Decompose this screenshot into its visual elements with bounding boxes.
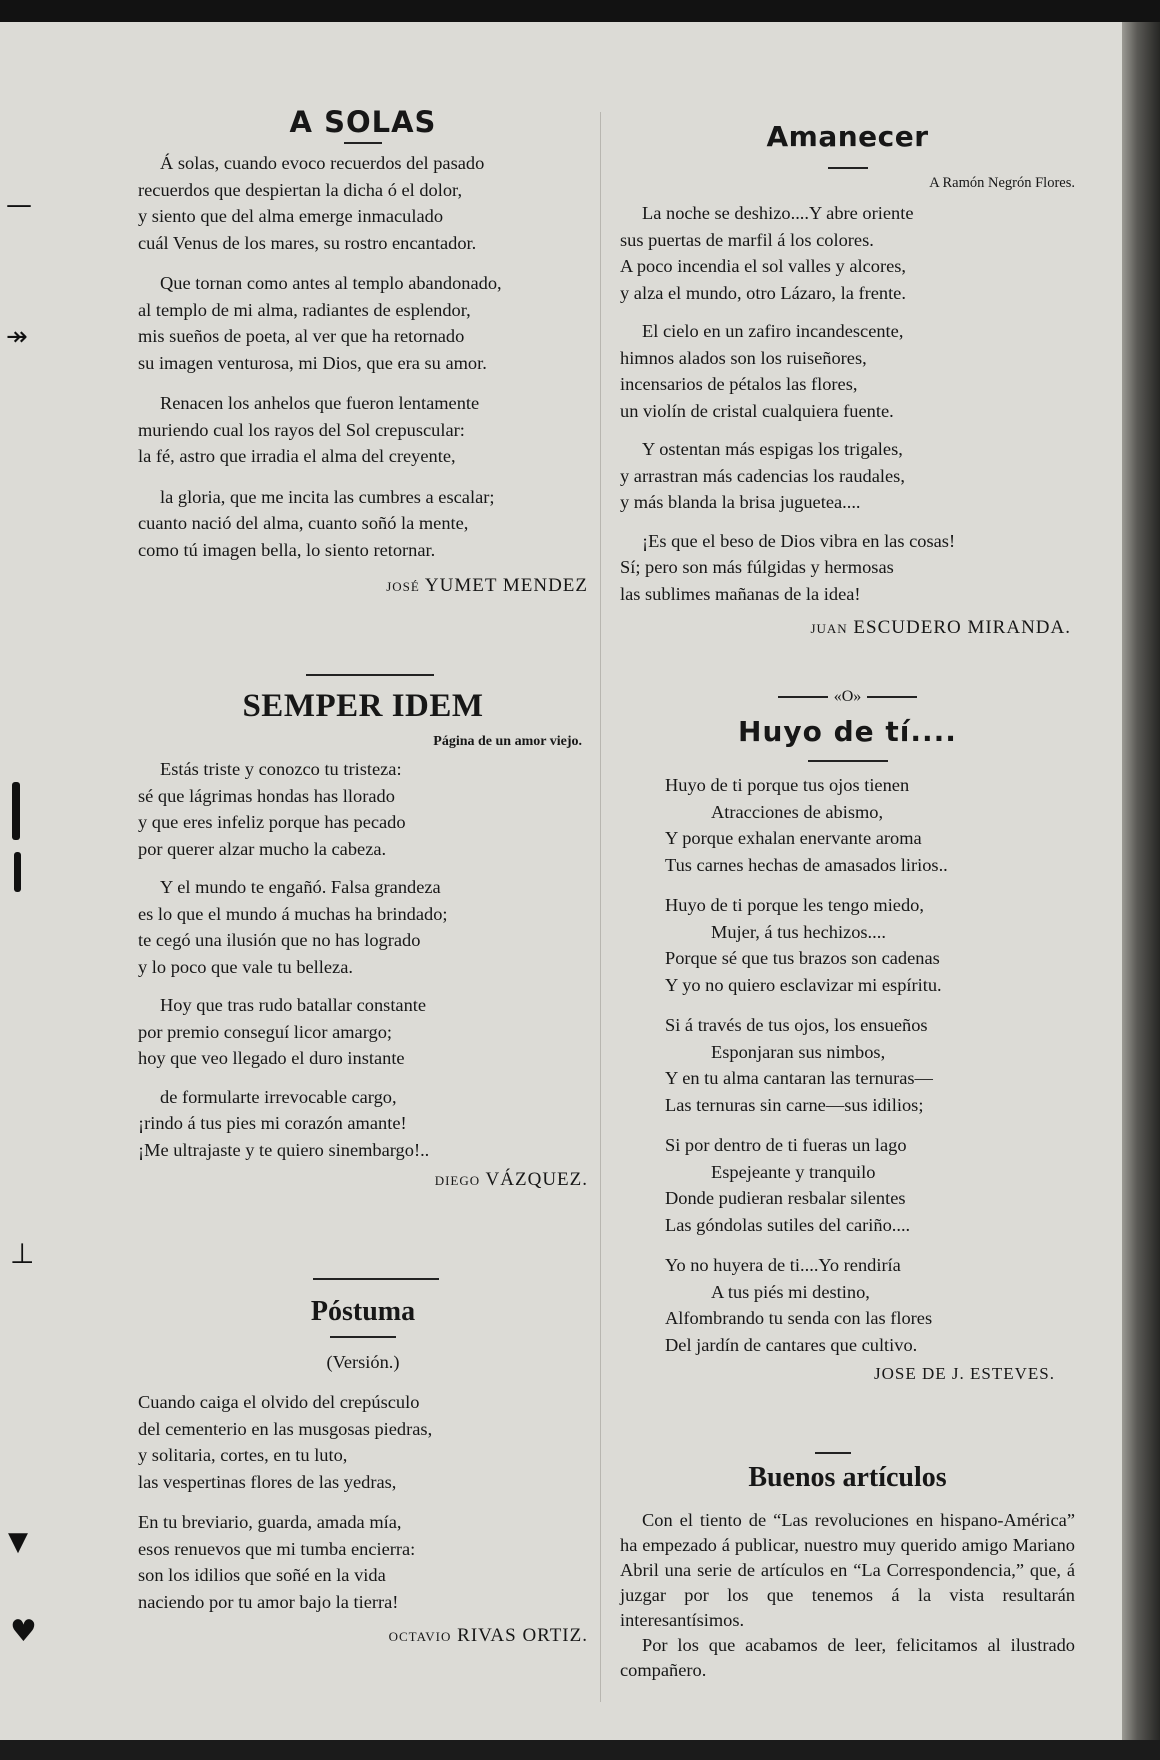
stanza <box>138 1389 588 1495</box>
poem-subtitle: (Versión.) <box>326 1352 400 1372</box>
verse-line: y solitaria, cortes, en tu luto, <box>138 1445 348 1465</box>
binding-hole-icon <box>14 852 21 892</box>
poem-body <box>138 1389 588 1615</box>
poem-title: Amanecer <box>766 120 929 153</box>
verse-line: y lo poco que vale tu belleza. <box>138 956 353 977</box>
poem-body <box>138 756 588 1163</box>
verse-line: y siento que del alma emerge inmaculado <box>138 206 444 226</box>
verse-line: son los idilios que soñé en la vida <box>138 1565 386 1585</box>
poem-semper-idem <box>138 684 588 1191</box>
verse-line: naciendo por tu amor bajo la tierra! <box>138 1591 399 1612</box>
verse-line: Hoy que tras rudo batallar constante <box>160 995 427 1015</box>
verse-line: himnos alados son los ruiseñores, <box>620 347 867 368</box>
stanza <box>138 874 588 980</box>
verse-line: Donde pudieran resbalar silentes <box>665 1188 906 1208</box>
verse-line: Las ternuras sin carne—sus idilios; <box>665 1094 924 1115</box>
author-name: ESCUDERO MIRANDA. <box>853 617 1071 638</box>
verse-line: sus puertas de marfil á los colores. <box>620 229 874 250</box>
verse-line: Renacen los anhelos que fueron lentamente <box>160 393 480 413</box>
stanza <box>138 484 588 564</box>
title-rule <box>330 1336 396 1338</box>
author-name: RIVAS ORTIZ. <box>457 1625 588 1646</box>
margin-mark-icon: ↠ <box>6 322 28 352</box>
verse-line: La noche se deshizo....Y abre oriente <box>642 203 914 223</box>
poem-huyo-de-ti <box>620 712 1075 1384</box>
author-signature <box>138 575 588 597</box>
poem-postuma <box>138 1292 588 1647</box>
stanza <box>665 772 1075 878</box>
stanza <box>665 1012 1075 1118</box>
verse-line: sé que lágrimas hondas has llorado <box>138 785 395 806</box>
verse-line: Mujer, á tus hechizos.... <box>711 921 886 942</box>
verse-line: Yo no huyera de ti....Yo rendiría <box>665 1255 901 1275</box>
verse-line: esos renuevos que mi tumba encierra: <box>138 1538 416 1559</box>
poem-body <box>620 772 1075 1358</box>
stanza <box>138 1509 588 1615</box>
author-name: VÁZQUEZ. <box>485 1169 588 1190</box>
verse-line: un violín de cristal cualquiera fuente. <box>620 400 894 421</box>
poem-a-solas <box>138 102 588 597</box>
verse-line: por querer alzar mucho la cabeza. <box>138 838 387 859</box>
stanza <box>138 270 588 376</box>
verse-line: te cegó una ilusión que no has logrado <box>138 930 421 950</box>
author-prefix: JOSÉ <box>386 579 420 594</box>
verse-line: hoy que veo llegado el duro instante <box>138 1048 405 1068</box>
poem-title: Huyo de tí.... <box>738 715 957 748</box>
verse-line: Y yo no quiero esclavizar mi espíritu. <box>665 974 942 995</box>
verse-line: Huyo de ti porque tus ojos tienen <box>665 775 910 795</box>
stanza <box>665 1132 1075 1238</box>
newspaper-page <box>0 22 1122 1740</box>
stanza <box>620 200 1075 306</box>
column-divider <box>600 112 601 1702</box>
verse-line: Huyo de ti porque les tengo miedo, <box>665 895 924 915</box>
author-signature <box>620 1364 1055 1384</box>
verse-line: Si por dentro de ti fueras un lago <box>665 1135 907 1155</box>
verse-line: Si á través de tus ojos, los ensueños <box>665 1015 928 1035</box>
verse-line: Tus carnes hechas de amasados lirios.. <box>665 854 948 875</box>
margin-mark-icon: ⊥ <box>10 1237 35 1270</box>
stanza <box>138 756 588 862</box>
verse-line: y alza el mundo, otro Lázaro, la frente. <box>620 282 906 303</box>
title-rule <box>344 142 382 144</box>
verse-line: ¡Me ultrajaste y te quiero sinembargo!.. <box>138 1139 430 1160</box>
verse-line: Alfombrando tu senda con las flores <box>665 1308 933 1328</box>
stanza <box>665 892 1075 998</box>
stanza <box>620 436 1075 516</box>
verse-line: Del jardín de cantares que cultivo. <box>665 1334 918 1355</box>
stanza <box>620 318 1075 424</box>
verse-line: su imagen venturosa, mi Dios, que era su amor. <box>138 352 487 373</box>
poem-amanecer <box>620 117 1075 639</box>
author-prefix: DIEGO <box>434 1173 481 1188</box>
verse-line: Y en tu alma cantaran las ternuras— <box>665 1068 933 1088</box>
margin-mark-icon: ♥ <box>10 1614 37 1649</box>
poem-body <box>138 150 588 563</box>
margin-mark-icon: — <box>6 190 32 220</box>
author-signature <box>620 617 1071 639</box>
verse-line: Las góndolas sutiles del cariño.... <box>665 1214 911 1235</box>
verse-line: En tu breviario, guarda, amada mía, <box>138 1512 402 1532</box>
verse-line: ¡Es que el beso de Dios vibra en las cosas! <box>642 530 956 551</box>
author-name: YUMET MENDEZ <box>424 575 588 596</box>
verse-line: al templo de mi alma, radiantes de esplendor, <box>138 299 471 320</box>
ornamental-separator <box>620 688 1075 706</box>
title-rule <box>808 760 888 762</box>
verse-line: las sublimes mañanas de la idea! <box>620 583 861 604</box>
verse-line: Y porque exhalan enervante aroma <box>665 828 922 848</box>
stanza <box>138 992 588 1072</box>
verse-line: Atracciones de abismo, <box>711 801 884 822</box>
poem-title: A SOLAS <box>289 105 437 139</box>
verse-line: Espejeante y tranquilo <box>711 1161 876 1182</box>
verse-line: Que tornan como antes al templo abandonado, <box>160 273 502 293</box>
verse-line: Estás triste y conozco tu tristeza: <box>160 759 402 779</box>
verse-line: incensarios de pétalos las flores, <box>620 374 858 394</box>
poem-subtitle: Página de un amor viejo. <box>433 734 582 749</box>
verse-line: Á solas, cuando evoco recuerdos del pasado <box>160 153 485 173</box>
poem-dedication: A Ramón Negrón Flores. <box>929 175 1075 191</box>
article-paragraph: Con el tiento de “Las revoluciones en hispano-América” ha empezado á publicar, nuestro muy querido amigo Mariano Abril una serie de artículos en “La Correspondencia,” que, á juzgar por los que tenemos á la vista resultarán interesantísimos. <box>620 1510 1075 1630</box>
poem-body <box>620 200 1075 607</box>
verse-line: es lo que el mundo á muchas ha brindado; <box>138 903 448 924</box>
author-signature <box>138 1169 588 1191</box>
stanza <box>138 1084 588 1164</box>
article-title: Buenos artículos <box>748 1462 947 1493</box>
author-name: JOSE DE J. ESTEVES. <box>874 1364 1055 1383</box>
verse-line: cuál Venus de los mares, su rostro encantador. <box>138 232 477 253</box>
verse-line: por premio conseguí licor amargo; <box>138 1021 392 1042</box>
verse-line: Sí; pero son más fúlgidas y hermosas <box>620 557 894 577</box>
stanza <box>138 390 588 470</box>
verse-line: El cielo en un zafiro incandescente, <box>642 321 904 341</box>
verse-line: Porque sé que tus brazos son cadenas <box>665 948 940 968</box>
author-prefix: JUAN <box>810 621 848 636</box>
verse-line: recuerdos que despiertan la dicha ó el dolor, <box>138 179 463 200</box>
verse-line: y arrastran más cadencias los raudales, <box>620 465 905 486</box>
scan-top-border <box>0 0 1160 22</box>
verse-line: A poco incendia el sol valles y alcores, <box>620 256 906 276</box>
verse-line: ¡rindo á tus pies mi corazón amante! <box>138 1113 407 1133</box>
author-prefix: OCTAVIO <box>388 1629 452 1644</box>
poem-title: SEMPER IDEM <box>242 688 484 724</box>
verse-line: como tú imagen bella, lo siento retornar. <box>138 539 436 560</box>
verse-line: Cuando caiga el olvido del crepúsculo <box>138 1392 420 1412</box>
separator-glyph: «O» <box>833 688 862 705</box>
verse-line: la gloria, que me incita las cumbres a escalar; <box>160 486 495 507</box>
verse-line: muriendo cual los rayos del Sol crepuscular: <box>138 419 465 440</box>
verse-line: Esponjaran sus nimbos, <box>711 1041 886 1062</box>
verse-line: A tus piés mi destino, <box>711 1281 870 1302</box>
article-paragraph: Por los que acabamos de leer, felicitamos al ilustrado compañero. <box>620 1635 1075 1680</box>
verse-line: la fé, astro que irradia el alma del creyente, <box>138 446 456 466</box>
article-body <box>620 1508 1075 1683</box>
verse-line: cuanto nació del alma, cuanto soñó la mente, <box>138 513 469 533</box>
poem-title: Póstuma <box>310 1296 416 1327</box>
verse-line: de formularte irrevocable cargo, <box>160 1086 397 1107</box>
binding-hole-icon <box>12 782 20 840</box>
section-rule <box>815 1452 851 1454</box>
section-rule <box>306 674 434 676</box>
verse-line: Y el mundo te engañó. Falsa grandeza <box>160 877 441 897</box>
verse-line: mis sueños de poeta, al ver que ha retornado <box>138 326 465 346</box>
section-rule <box>313 1278 439 1280</box>
stanza <box>138 150 588 256</box>
verse-line: del cementerio en las musgosas piedras, <box>138 1418 433 1439</box>
title-rule <box>828 167 868 169</box>
stanza <box>620 528 1075 608</box>
verse-line: y más blanda la brisa juguetea.... <box>620 492 861 512</box>
stanza <box>665 1252 1075 1358</box>
margin-mark-icon: ▼ <box>8 1527 28 1557</box>
verse-line: las vespertinas flores de las yedras, <box>138 1471 397 1492</box>
author-signature <box>138 1625 588 1647</box>
verse-line: y que eres infeliz porque has pecado <box>138 812 406 832</box>
verse-line: Y ostentan más espigas los trigales, <box>642 439 903 459</box>
page-edge-shadow <box>1122 22 1160 1740</box>
article-buenos-articulos <box>620 1458 1075 1683</box>
